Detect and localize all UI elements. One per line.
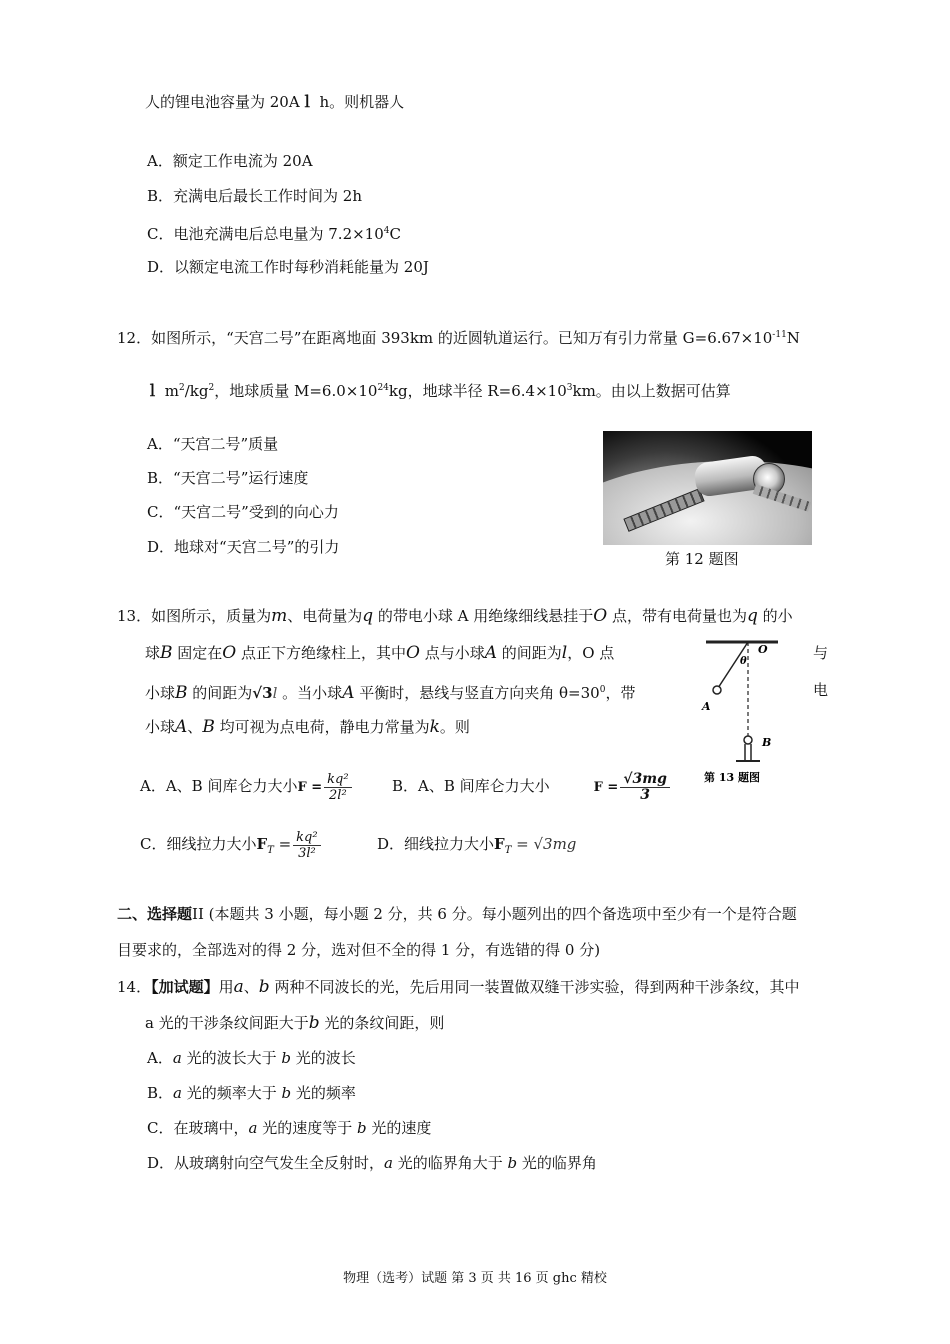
q12-stem-line1: 12．如图所示，“天宫二号”在距离地面 393km 的近圆轨道运行。已知万有引力常量 $G=6.67\times 10^{-11}N$ (117, 329, 800, 347)
q13-line2-tail: 与 (813, 644, 829, 662)
q13-figure-caption: 第 13 题图 (704, 771, 760, 784)
q13-option-c[interactable]: C．细线拉力大小$F_T$ = $\frac{\text{kq²}}{\text{3l²}}$ (140, 829, 323, 866)
q13-stem-line3: 小球B 的间距为√3l 。当小球A 平衡时，悬线与竖直方向夹角 $\theta=30^0$，带 (145, 683, 636, 703)
q12-option-b[interactable]: B．“天宫二号”运行速度 (147, 469, 309, 487)
q14-option-a[interactable]: A．a 光的波长大于 b 光的波长 (147, 1049, 356, 1067)
tiangong-photo (603, 431, 812, 545)
q12-stem-line2: ｌ $m^2/kg^2$，地球质量 $M=6.0\times 10^{24}kg$，地球半径 $R=6.4\times 10^3km$。由以上数据可估算 (145, 382, 731, 400)
q14-option-c[interactable]: C．在玻璃中，a 光的速度等于 b 光的速度 (147, 1119, 432, 1137)
q13-stem-line2: 球B 固定在O 点正下方绝缘柱上，其中O 点与小球A 的间距为l，O 点 (145, 643, 615, 663)
q14-option-d[interactable]: D．从玻璃射向空气发生全反射时，a 光的临界角大于 b 光的临界角 (147, 1154, 597, 1172)
q14-stem-line1: 14．【加试题】用a、b 两种不同波长的光，先后用同一装置做双缝干涉实验，得到两种干涉条纹，其中 (117, 977, 800, 997)
q14-option-b[interactable]: B．a 光的频率大于 b 光的频率 (147, 1084, 356, 1102)
page-footer: 物理（选考）试题 第 3 页 共 16 页 ghc 精校 (343, 1271, 607, 1286)
q12-figure-caption: 第 12 题图 (665, 550, 739, 568)
q13-option-a[interactable]: A．A、B 间库仑力大小F = $\frac{\text{kq²}}{\text{2l²}}$ (140, 771, 354, 803)
q11-stem-tail: 人的锂电池容量为 20Aｌ h。则机器人 (145, 93, 405, 111)
q12-option-c[interactable]: C．“天宫二号”受到的向心力 (147, 503, 339, 521)
q11-option-a[interactable]: A．额定工作电流为 20A (147, 152, 313, 170)
q11-option-d[interactable]: D．以额定电流工作时每秒消耗能量为 20J (147, 258, 429, 276)
q13-pendulum-figure (700, 636, 795, 788)
q11-option-b[interactable]: B．充满电后最长工作时间为 2h (147, 187, 363, 205)
q14-stem-line2: a 光的干涉条纹间距大于b 光的条纹间距，则 (145, 1013, 445, 1033)
q11-option-c[interactable]: C．电池充满电后总电量为 $7.2\times 10^4C$ (147, 225, 401, 243)
section2-header-line2: 目要求的，全部选对的得 2 分，选对但不全的得 1 分，有选错的得 0 分) (117, 941, 601, 959)
label-o: O (758, 643, 768, 656)
q13-option-d[interactable]: D．细线拉力大小$F_T = √3mg$ (377, 835, 577, 856)
ball-a (713, 686, 721, 694)
q13-option-b[interactable]: B．A、B 间库仑力大小 F = $\frac{√3mg}{3}$ (392, 771, 672, 803)
label-a: A (702, 700, 711, 713)
q12-option-a[interactable]: A．“天宫二号”质量 (147, 435, 279, 453)
label-b: B (762, 736, 772, 749)
label-theta: θ (740, 656, 747, 667)
q13-stem-line4: 小球A、B 均可视为点电荷，静电力常量为k。则 (145, 717, 470, 737)
q12-option-d[interactable]: D．地球对“天宫二号”的引力 (147, 538, 340, 556)
section2-header-line1: 二、选择题II (本题共 3 小题，每小题 2 分，共 6 分。每小题列出的四个备选项中至少有一个是符合题 (117, 905, 797, 923)
ball-b (744, 736, 752, 744)
q13-line3-tail: 电 (813, 681, 829, 699)
q13-stem-line1: 13．如图所示，质量为m、电荷量为q 的带电小球 A 用绝缘细线悬挂于O 点，带有电荷量也为q 的小 (117, 606, 793, 626)
